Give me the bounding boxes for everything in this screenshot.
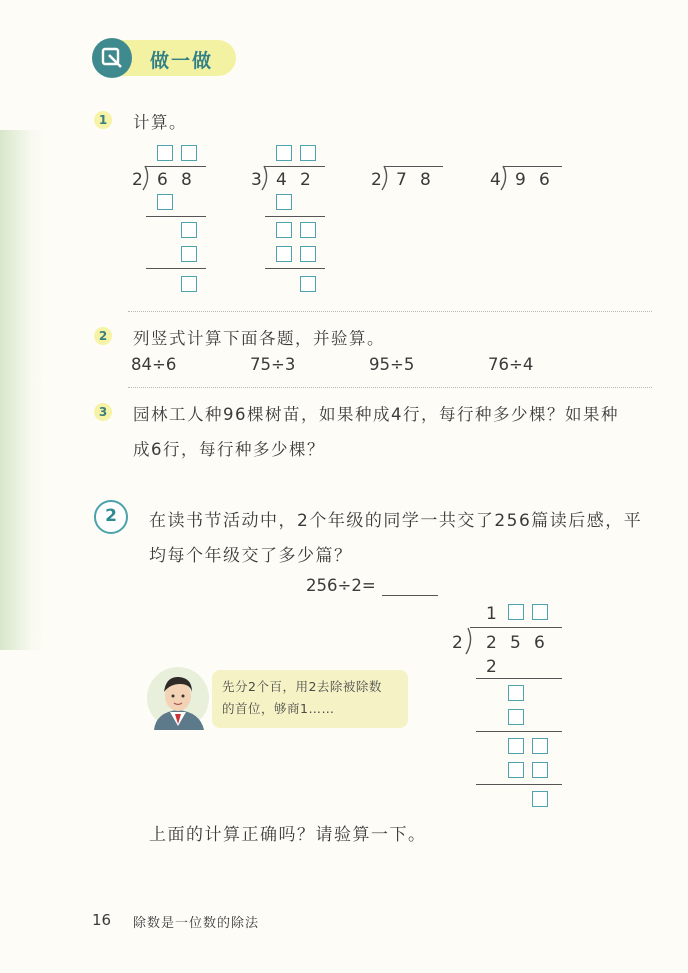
question-number: 1 bbox=[94, 111, 112, 129]
division-bracket bbox=[380, 165, 392, 191]
dividend-digit: 9 bbox=[515, 170, 526, 190]
answer-box[interactable] bbox=[532, 791, 548, 807]
section-divider bbox=[128, 311, 652, 312]
answer-box[interactable] bbox=[508, 738, 524, 754]
answer-box[interactable] bbox=[508, 685, 524, 701]
answer-box[interactable] bbox=[532, 762, 548, 778]
dividend-digit: 8 bbox=[420, 170, 431, 190]
answer-box[interactable] bbox=[181, 246, 197, 262]
boy-avatar bbox=[146, 666, 212, 730]
question-text: 列竖式计算下面各题，并验算。 bbox=[133, 329, 385, 348]
dividend-digit: 7 bbox=[396, 170, 407, 190]
answer-box[interactable] bbox=[276, 222, 292, 238]
answer-box[interactable] bbox=[508, 762, 524, 778]
subtraction-line bbox=[265, 268, 325, 269]
question-text-line: 园林工人种96棵树苗，如果种成4行，每行种多少棵？如果种 bbox=[133, 405, 619, 424]
answer-blank[interactable] bbox=[382, 595, 438, 596]
equation: 256÷2= bbox=[306, 576, 376, 595]
subtraction-line bbox=[476, 731, 562, 732]
page-number: 16 bbox=[92, 911, 112, 929]
answer-box[interactable] bbox=[300, 246, 316, 262]
answer-box[interactable] bbox=[532, 738, 548, 754]
expression: 84÷6 bbox=[131, 355, 177, 374]
vinculum bbox=[385, 166, 443, 167]
division-bracket bbox=[141, 165, 153, 191]
vinculum bbox=[470, 627, 562, 628]
question-number: 3 bbox=[94, 403, 112, 421]
pencil-book-icon bbox=[92, 38, 132, 78]
speech-bubble-line: 先分2个百，用2去除被除数 bbox=[222, 679, 382, 694]
answer-box[interactable] bbox=[276, 145, 292, 161]
divisor: 2 bbox=[452, 633, 463, 653]
expression: 95÷5 bbox=[369, 355, 415, 374]
dividend-digit: 6 bbox=[534, 633, 545, 653]
dividend-digit: 2 bbox=[300, 170, 311, 190]
vinculum bbox=[146, 166, 206, 167]
dividend-digit: 5 bbox=[510, 633, 521, 653]
expression: 76÷4 bbox=[488, 355, 534, 374]
answer-box[interactable] bbox=[300, 222, 316, 238]
expression: 75÷3 bbox=[250, 355, 296, 374]
subtraction-line bbox=[476, 678, 562, 679]
vinculum bbox=[265, 166, 325, 167]
dividend-digit: 2 bbox=[486, 633, 497, 653]
quotient-digit: 1 bbox=[486, 604, 497, 624]
answer-box[interactable] bbox=[181, 222, 197, 238]
product-digit: 2 bbox=[486, 657, 497, 677]
answer-box[interactable] bbox=[276, 194, 292, 210]
dividend-digit: 6 bbox=[539, 170, 550, 190]
subtraction-line bbox=[265, 216, 325, 217]
answer-box[interactable] bbox=[157, 145, 173, 161]
subtraction-line bbox=[476, 784, 562, 785]
speech-bubble-text bbox=[222, 676, 406, 720]
division-bracket bbox=[464, 627, 476, 655]
speech-bubble-line: 的首位，够商1…… bbox=[222, 701, 335, 716]
divisor: 3 bbox=[251, 170, 262, 190]
answer-box[interactable] bbox=[157, 194, 173, 210]
divisor: 2 bbox=[132, 170, 143, 190]
answer-box[interactable] bbox=[300, 276, 316, 292]
example-text-line: 在读书节活动中，2个年级的同学一共交了256篇读后感，平 bbox=[149, 511, 643, 531]
example-text-line: 均每个年级交了多少篇？ bbox=[149, 546, 353, 566]
answer-box[interactable] bbox=[276, 246, 292, 262]
answer-box[interactable] bbox=[532, 604, 548, 620]
answer-box[interactable] bbox=[508, 604, 524, 620]
question-text: 计算。 bbox=[133, 113, 187, 132]
dividend-digit: 4 bbox=[276, 170, 287, 190]
divisor: 2 bbox=[371, 170, 382, 190]
subtraction-line bbox=[146, 216, 206, 217]
division-bracket bbox=[260, 165, 272, 191]
question-text-line: 成6行，每行种多少棵？ bbox=[133, 440, 325, 459]
check-prompt: 上面的计算正确吗？请验算一下。 bbox=[149, 825, 427, 845]
answer-box[interactable] bbox=[300, 145, 316, 161]
chapter-title: 除数是一位数的除法 bbox=[133, 916, 260, 931]
dividend-digit: 8 bbox=[181, 170, 192, 190]
question-number: 2 bbox=[94, 327, 112, 345]
page-edge-tint bbox=[0, 130, 44, 650]
subtraction-line bbox=[146, 268, 206, 269]
divisor: 4 bbox=[490, 170, 501, 190]
answer-box[interactable] bbox=[508, 709, 524, 725]
vinculum bbox=[504, 166, 562, 167]
dividend-digit: 6 bbox=[157, 170, 168, 190]
example-number: 2 bbox=[94, 500, 128, 534]
section-divider bbox=[128, 387, 652, 388]
answer-box[interactable] bbox=[181, 145, 197, 161]
section-title: 做一做 bbox=[150, 50, 214, 72]
answer-box[interactable] bbox=[181, 276, 197, 292]
division-bracket bbox=[499, 165, 511, 191]
